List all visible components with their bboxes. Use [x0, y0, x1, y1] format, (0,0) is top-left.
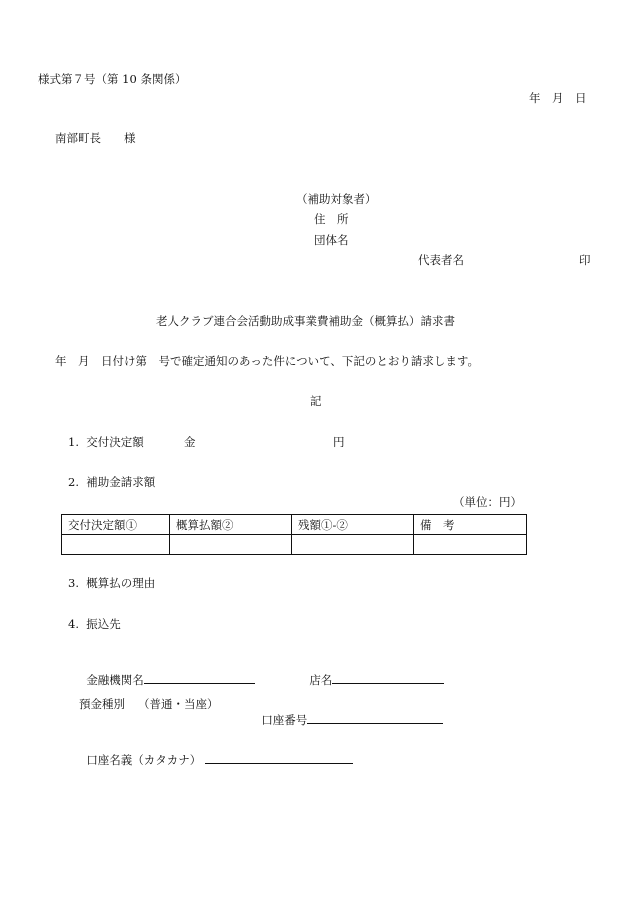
table-cell[interactable]: [170, 535, 292, 555]
bank-name-label: 金融機関名: [86, 672, 144, 687]
item3-label: 3. 概算払の理由: [68, 576, 156, 590]
table-cell[interactable]: [414, 535, 527, 555]
account-number-blank[interactable]: [307, 711, 443, 724]
table-cell[interactable]: [292, 535, 414, 555]
table-header-cell: 備 考: [414, 515, 527, 535]
item1-label: 1. 交付決定額: [68, 435, 144, 449]
item1-kin: 金: [184, 435, 196, 449]
group-name-label: 団体名: [314, 233, 349, 247]
table-header-cell: 交付決定額①: [62, 515, 170, 535]
account-holder-blank[interactable]: [205, 751, 353, 764]
amount-table: [61, 514, 527, 555]
representative-label: 代表者名: [418, 253, 464, 267]
item1-yen: 円: [333, 435, 345, 449]
branch-name-blank[interactable]: [332, 671, 444, 684]
seal-mark: 印: [579, 253, 591, 267]
table-header-cell: 残額①-②: [292, 515, 414, 535]
document-title: 老人クラブ連合会活動助成事業費補助金（概算払）請求書: [156, 314, 455, 328]
address-label: 住 所: [314, 212, 349, 226]
deposit-type-options[interactable]: （普通・当座）: [138, 697, 219, 711]
item4-label: 4. 振込先: [68, 617, 121, 631]
account-holder-label: 口座名義（カタカナ）: [86, 752, 202, 767]
bank-name-field: [79, 659, 255, 686]
account-number-field: [254, 699, 443, 726]
table-cell[interactable]: [62, 535, 170, 555]
table-header-row: [62, 515, 527, 535]
table-row: [62, 535, 527, 555]
intro-text: 年 月 日付け第 号で確定通知のあった件について、下記のとおり請求します。: [55, 354, 480, 368]
deposit-type-label: 預金種別: [79, 697, 125, 711]
branch-name-field: [302, 659, 444, 686]
ki-heading: 記: [310, 394, 322, 408]
form-number: 様式第７号（第 10 条関係）: [38, 72, 187, 86]
date-line: 年 月 日: [529, 91, 587, 105]
table-header-cell: 概算払額②: [170, 515, 292, 535]
branch-name-label: 店名: [309, 672, 333, 687]
unit-note: （単位：円）: [453, 495, 522, 509]
addressee: 南部町長 様: [55, 131, 136, 145]
account-holder-field: [79, 739, 353, 766]
bank-name-blank[interactable]: [144, 671, 255, 684]
item2-label: 2. 補助金請求額: [68, 475, 156, 489]
applicant-heading: （補助対象者）: [296, 192, 377, 206]
account-number-label: 口座番号: [261, 712, 308, 727]
